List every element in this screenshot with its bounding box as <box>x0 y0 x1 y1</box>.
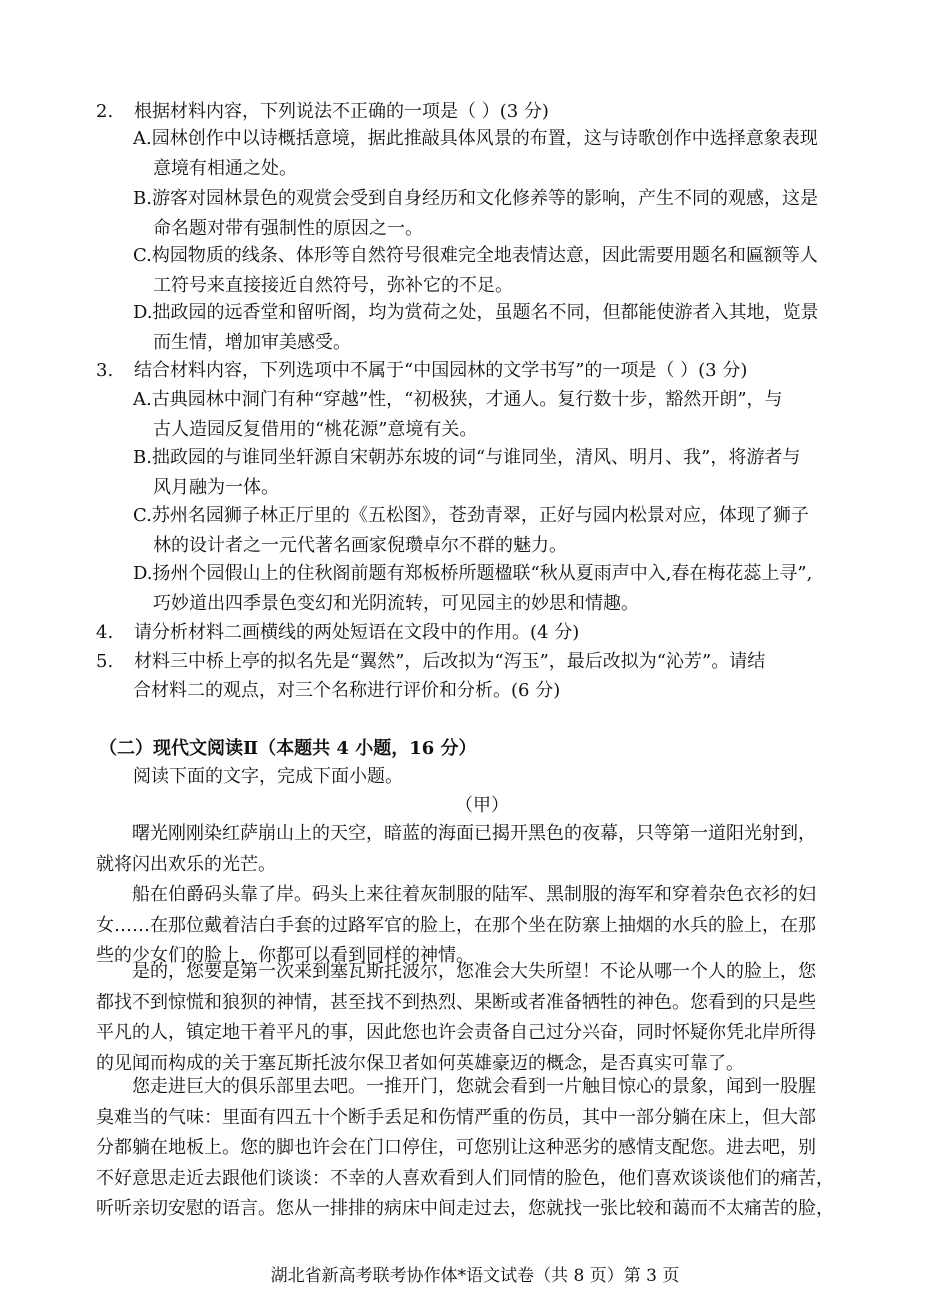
passage-subtitle: （甲） <box>455 795 509 816</box>
question-stem: 结合材料内容，下列选项中不属于“中国园林的文学书写”的一项是（ ）(3 分) <box>134 360 748 381</box>
question-number: 2. <box>96 101 114 122</box>
question-stem: 材料三中桥上亭的拟名先是“翼然”，后改拟为“泻玉”，最后改拟为“沁芳”。请结 <box>134 651 766 672</box>
section-instruction: 阅读下面的文字，完成下面小题。 <box>133 766 403 787</box>
option-2a: A.园林创作中以诗概括意境，据此推敲具体风景的布置，这与诗歌创作中选择意象表现 意境有相通之处。 <box>133 128 818 179</box>
question-number: 3. <box>96 360 114 381</box>
passage-paragraph-2: 船在伯爵码头靠了岸。码头上来往着灰制服的陆军、黑制服的海军和穿着杂色衣衫的妇 女……在那位戴着洁白手套的过路军官的脸上，在那个坐在防寨上抽烟的水兵的脸上，在那 些的少女们的脸上，你都可以看到同样的神情。 <box>96 884 816 966</box>
question-5-stem-continued: 合材料二的观点，对三个名称进行评价和分析。(6 分) <box>133 680 561 701</box>
option-3d: D.扬州个园假山上的住秋阁前题有郑板桥所题楹联“秋从夏雨声中入,春在梅花蕊上寻”, 巧妙道出四季景色变幻和光阴流转，可见园主的妙思和情趣。 <box>133 563 813 614</box>
option-2d: D.拙政园的远香堂和留听阁，均为赏荷之处，虽题名不同，但都能使游者入其地，览景 而生情，增加审美感受。 <box>133 302 819 353</box>
question-stem: 请分析材料二画横线的两处短语在文段中的作用。(4 分) <box>134 622 580 643</box>
option-2b: B.游客对园林景色的观赏会受到自身经历和文化修养等的影响，产生不同的观感，这是 命名题对带有强制性的原因之一。 <box>133 188 818 239</box>
passage-paragraph-1: 曙光刚刚染红萨崩山上的天空，暗蓝的海面已揭开黑色的夜幕，只等第一道阳光射到， 就将闪出欢乐的光芒。 <box>96 823 816 875</box>
option-3c: C.苏州名园狮子林正厅里的《五松图》，苍劲青翠，正好与园内松景对应，体现了狮子 林的设计者之一元代著名画家倪瓒卓尔不群的魅力。 <box>133 505 809 556</box>
option-3b: B.拙政园的与谁同坐轩源自宋朝苏东坡的词“与谁同坐，清风、明月、我”，将游者与 风月融为一体。 <box>133 447 801 498</box>
question-stem: 根据材料内容，下列说法不正确的一项是（ ）(3 分) <box>134 101 549 122</box>
option-2c: C.构园物质的线条、体形等自然符号很难完全地表情达意，因此需要用题名和匾额等人 工符号来直接接近自然符号，弥补它的不足。 <box>133 245 818 296</box>
page-footer: 湖北省新高考联考协作体*语文试卷（共 8 页）第 3 页 <box>270 1266 680 1286</box>
option-3a: A.古典园林中洞门有种“穿越”性，“初极狭，才通人。复行数十步，豁然开朗”，与 古人造园反复借用的“桃花源”意境有关。 <box>133 389 783 440</box>
passage-paragraph-4: 您走进巨大的俱乐部里去吧。一推开门，您就会看到一片触目惊心的景象，闻到一股腥 臭难当的气味：里面有四五十个断手丢足和伤情严重的伤员，其中一部分躺在床上，但大部 分都躺在地板上。您的脚也许会在门口停住，可您别让这种恶劣的感情支配您。进去吧，别 不好意思走近去跟他们谈谈：不幸的人喜欢看到人们同情的脸色，他们喜欢谈谈他们的痛苦， 听听亲切安慰的语言。您从一排排的病床中间走过去，您就找一张比较和蔼而不太痛苦的脸， <box>96 1076 834 1219</box>
question-number: 4. <box>96 622 114 643</box>
section-title: （二）现代文阅读Ⅱ（本题共 4 小题，16 分） <box>99 738 477 759</box>
question-number: 5. <box>96 651 114 672</box>
passage-paragraph-3: 是的，您要是第一次来到塞瓦斯托波尔，您准会大失所望！不论从哪一个人的脸上，您 都找不到惊慌和狼狈的神情，甚至找不到热烈、果断或者准备牺牲的神色。您看到的只是些 平凡的人，镇定地干着平凡的事，因此您也许会责备自己过分兴奋，同时怀疑你凭北岸所得 的见闻而构成的关于塞瓦斯托波尔保卫者如何英雄豪迈的概念，是否真实可靠了。 <box>96 961 816 1074</box>
